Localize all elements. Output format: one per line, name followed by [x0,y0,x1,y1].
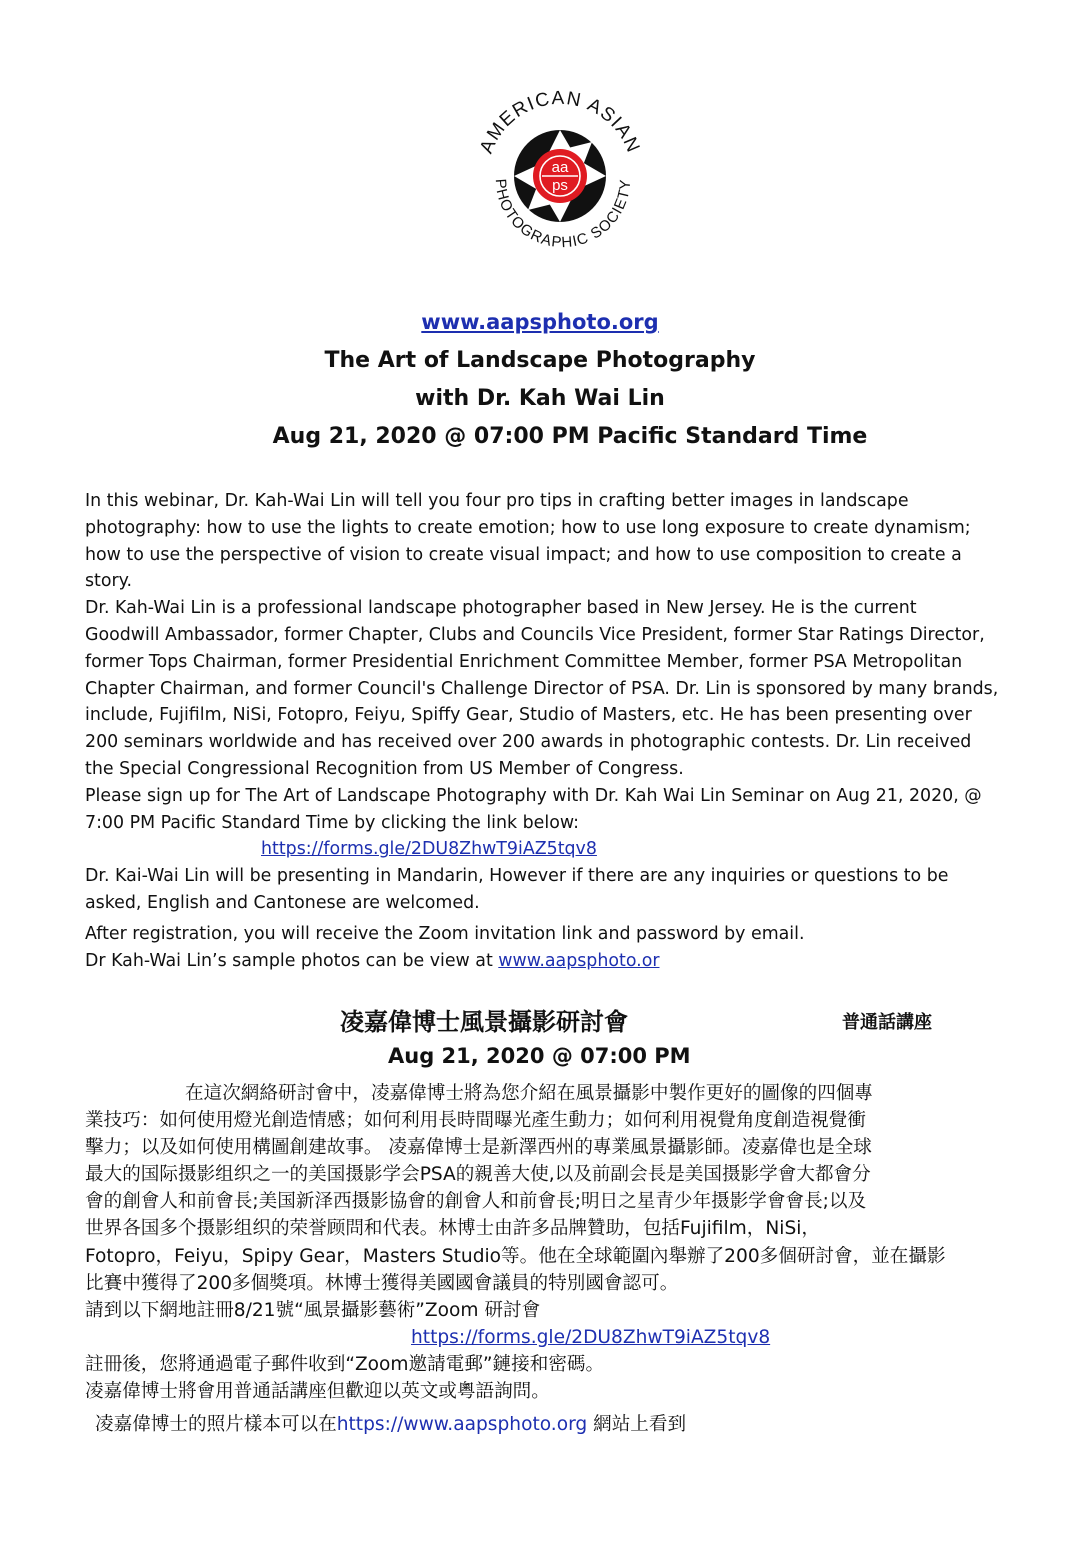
text-line: After registration, you will receive the Zoom invitation link and password by email. [85,923,805,944]
text-line: 擊力；以及如何使用構圖創建故事。 凌嘉偉博士是新澤西州的專業風景攝影師。凌嘉偉也是全球 [85,1137,872,1159]
sample-photos-text: Dr Kah-Wai Lin’s sample photos can be view at [85,950,499,971]
text-line: 請到以下網地註冊8/21號“風景攝影藝術”Zoom 研討會 [85,1299,541,1321]
presenter-line: with Dr. Kah Wai Lin [415,386,665,411]
text-line: Dr. Kai-Wai Lin will be presenting in Mandarin, However if there are any inquiries or questions to be [85,866,949,887]
text-line: how to use the perspective of vision to create visual impact; and how to use composition to create a [85,544,962,565]
chinese-date: Aug 21, 2020 @ 07:00 PM [388,1044,691,1068]
signup-link[interactable]: https://forms.gle/2DU8ZhwT9iAZ5tqv8 [261,839,597,860]
text-line: photography: how to use the lights to create emotion; how to use long exposure to create dynamism; [85,517,971,538]
text-line: In this webinar, Dr. Kah-Wai Lin will tell you four pro tips in crafting better images in landscape [85,491,909,511]
english-description [85,488,1015,974]
text-line: Chapter Chairman, and former Council's Challenge Director of PSA. Dr. Lin is sponsored by many brands, [85,678,999,699]
chinese-description [85,1080,1020,1438]
language-tag: 普通話講座 [842,1012,932,1033]
text-line: 7:00 PM Pacific Standard Time by clicking the link below: [85,812,579,833]
text-line: story. [85,571,133,592]
chinese-sample-link[interactable]: https://www.aapsphoto.org [336,1414,588,1436]
text-line: 會的創會人和前會長;美国新泽西摄影協會的創會人和前會長;明日之星青少年摄影学會會長;以及 [85,1191,867,1213]
text-line: asked, English and Cantonese are welcomed. [85,892,480,913]
text-line: include, Fujifilm, NiSi, Fotopro, Feiyu, Spiffy Gear, Studio of Masters, etc. He has been presenting over [85,705,972,726]
chinese-signup-link[interactable]: https://forms.gle/2DU8ZhwT9iAZ5tqv8 [411,1326,771,1348]
logo-inner-bottom: ps [552,177,568,194]
text-line: 最大的国际摄影组织之一的美国摄影学会PSA的親善大使,以及前副会長是美国摄影学會大都會分 [85,1164,871,1186]
text-line: Please sign up for The Art of Landscape Photography with Dr. Kah Wai Lin Seminar on Aug 21, 2020, @ [85,785,982,806]
text-line: 比賽中獲得了200多個獎項。林博士獲得美國國會議員的特別國會認可。 [85,1272,679,1294]
aaps-logo [470,84,650,256]
text-line: 200 seminars worldwide and has received over 200 awards in photographic contests. Dr. Lin received [85,732,972,753]
text-line: 世界各国多个摄影组织的荣誉顾問和代表。林博士由許多品牌贊助，包括Fujifilm，NiSi， [85,1218,821,1240]
text-line: 業技巧：如何使用燈光創造情感；如何利用長時間曝光產生動力；如何利用視覺角度創造視覺衝 [85,1110,866,1132]
text-line: the Special Congressional Recognition from US Member of Congress. [85,758,684,779]
logo-inner-top: aa [551,159,569,176]
logo-top-text: AMERICAN ASIAN [476,87,644,157]
chinese-title: 凌嘉偉博士風景攝影研討會 [340,1008,628,1036]
page-title: The Art of Landscape Photography [324,348,756,373]
text-line: Goodwill Ambassador, former Chapter, Clubs and Councils Vice President, former Star Ratings Director, [85,624,985,645]
website-link[interactable]: www.aapsphoto.org [421,310,659,334]
text-line: 在這次網絡研討會中，凌嘉偉博士將為您介紹在風景攝影中製作更好的圖像的四個專 [185,1083,873,1104]
chinese-sample-prefix: 凌嘉偉博士的照片樣本可以在 [95,1414,337,1436]
text-line: 凌嘉偉博士將會用普通話講座但歡迎以英文或粵語詢問。 [85,1381,550,1403]
logo-bottom-text: PHOTOGRAPHIC SOCIETY [491,178,635,252]
event-datetime: Aug 21, 2020 @ 07:00 PM Pacific Standard Time [272,424,868,449]
chinese-sample-suffix: 網站上看到 [587,1414,687,1436]
sample-photos-link[interactable]: www.aapsphoto.or [498,950,660,971]
text-line: Dr. Kah-Wai Lin is a professional landscape photographer based in New Jersey. He is the current [85,598,917,619]
text-line: former Tops Chairman, former Presidential Enrichment Committee Member, former PSA Metropolitan [85,651,963,672]
text-line: Fotopro，Feiyu，Spipy Gear，Masters Studio等。他在全球範圍內舉辦了200多個研討會，並在攝影 [85,1245,946,1267]
text-line: 註冊後，您將通過電子郵件收到“Zoom邀請電郵”鏈接和密碼。 [85,1353,605,1375]
